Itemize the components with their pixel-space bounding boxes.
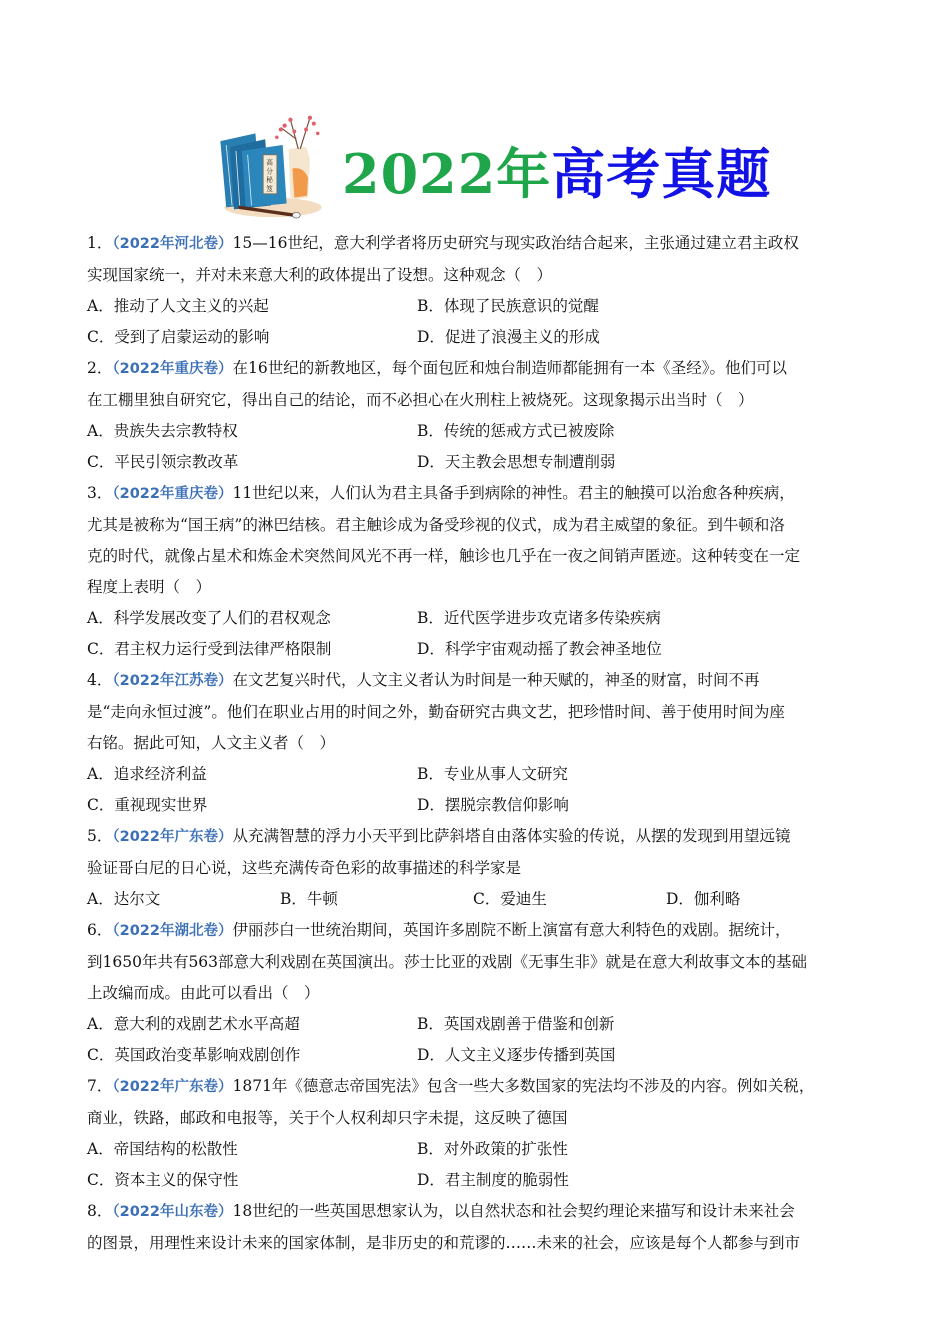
question-number: 1． bbox=[87, 234, 113, 252]
option-c: C．平民引领宗教改革 bbox=[87, 453, 239, 471]
question-5 bbox=[87, 821, 867, 915]
question-source: （2022年山东卷） bbox=[112, 1204, 233, 1220]
question-number: 5． bbox=[87, 827, 113, 845]
question-3 bbox=[87, 478, 867, 665]
option-d: D．摆脱宗教信仰影响 bbox=[417, 796, 569, 814]
question-source: （2022年湖北卷） bbox=[112, 923, 233, 939]
question-stem-line: 是“走向永恒过渡”。他们在职业占用的时间之外，勤奋研究古典文艺，把珍惜时间、善于使用时间为座 bbox=[87, 703, 785, 721]
question-source: （2022年重庆卷） bbox=[112, 486, 233, 502]
question-source: （2022年重庆卷） bbox=[112, 361, 233, 377]
question-list bbox=[87, 228, 867, 1259]
question-stem-line: 1871年《德意志帝国宪法》包含一些大多数国家的宪法均不涉及的内容。例如关税， bbox=[232, 1077, 815, 1095]
question-number: 2． bbox=[87, 359, 113, 377]
option-c: C．爱迪生 bbox=[473, 890, 547, 908]
question-stem-line: 到1650年共有563部意大利戏剧在英国演出。莎士比亚的戏剧《无事生非》就是在意大利故事文本的基础 bbox=[87, 953, 808, 971]
question-8 bbox=[87, 1196, 867, 1259]
question-stem-line: 右铭。据此可知，人文主义者（ ） bbox=[87, 734, 336, 752]
question-number: 4． bbox=[87, 671, 113, 689]
question-stem-line: 克的时代，就像占星术和炼金术突然间风光不再一样，触诊也几乎在一夜之间销声匿迹。这种转变在一定 bbox=[87, 547, 801, 565]
options bbox=[87, 1134, 867, 1196]
question-1 bbox=[87, 228, 867, 353]
option-d: D．人文主义逐步传播到英国 bbox=[417, 1046, 616, 1064]
option-a: A．帝国结构的松散性 bbox=[87, 1140, 238, 1158]
option-a: A．贵族失去宗教特权 bbox=[87, 422, 238, 440]
options bbox=[87, 291, 867, 353]
option-c: C．资本主义的保守性 bbox=[87, 1171, 239, 1189]
option-c: C．君主权力运行受到法律严格限制 bbox=[87, 640, 332, 658]
option-a: A．推动了人文主义的兴起 bbox=[87, 297, 269, 315]
option-b: B．专业从事人文研究 bbox=[417, 765, 568, 783]
question-6 bbox=[87, 915, 867, 1071]
option-b: B．体现了民族意识的觉醒 bbox=[417, 297, 599, 315]
question-stem-line: 伊丽莎白一世统治期间，英国许多剧院不断上演富有意大利特色的戏剧。据统计， bbox=[232, 921, 791, 939]
question-stem-line: 上改编而成。由此可以看出（ ） bbox=[87, 984, 320, 1002]
options bbox=[87, 1009, 867, 1071]
option-a: A．科学发展改变了人们的君权观念 bbox=[87, 609, 331, 627]
option-b: B．对外政策的扩张性 bbox=[417, 1140, 568, 1158]
question-stem-line: 实现国家统一，并对未来意大利的政体提出了设想。这种观念（ ） bbox=[87, 266, 553, 284]
page-header bbox=[212, 110, 772, 225]
question-4 bbox=[87, 665, 867, 821]
question-7 bbox=[87, 1071, 867, 1196]
question-stem-line: 的图景，用理性来设计未来的国家体制，是非历史的和荒谬的……未来的社会，应该是每个人都参与到市 bbox=[87, 1234, 801, 1252]
option-d: D．伽利略 bbox=[666, 890, 741, 908]
options bbox=[87, 416, 867, 478]
question-stem-line: 程度上表明（ ） bbox=[87, 578, 212, 596]
question-stem-line: 18世纪的一些英国思想家认为，以自然状态和社会契约理论来描写和设计未来社会 bbox=[232, 1202, 795, 1220]
books-with-plum-blossom-icon bbox=[212, 110, 330, 222]
question-stem-line: 15—16世纪，意大利学者将历史研究与现实政治结合起来，主张通过建立君主政权 bbox=[232, 234, 799, 252]
option-c: C．受到了启蒙运动的影响 bbox=[87, 328, 270, 346]
question-number: 3． bbox=[87, 484, 113, 502]
option-a: A．意大利的戏剧艺术水平高超 bbox=[87, 1015, 300, 1033]
title-year: 2022年 bbox=[342, 142, 552, 206]
question-source: （2022年河北卷） bbox=[112, 236, 233, 252]
question-source: （2022年江苏卷） bbox=[112, 673, 233, 689]
option-c: C．重视现实世界 bbox=[87, 796, 208, 814]
option-d: D．促进了浪漫主义的形成 bbox=[417, 328, 600, 346]
svg-text:笈: 笈 bbox=[266, 184, 273, 193]
question-stem-line: 商业，铁路，邮政和电报等，关于个人权利却只字未提，这反映了德国 bbox=[87, 1109, 568, 1127]
svg-text:分: 分 bbox=[266, 167, 273, 176]
option-d: D．君主制度的脆弱性 bbox=[417, 1171, 569, 1189]
question-number: 7． bbox=[87, 1077, 113, 1095]
option-b: B．英国戏剧善于借鉴和创新 bbox=[417, 1015, 615, 1033]
question-stem-line: 在16世纪的新教地区，每个面包匠和烛台制造师都能拥有一本《圣经》。他们可以 bbox=[232, 359, 787, 377]
page-title bbox=[342, 144, 771, 204]
option-a: A．达尔文 bbox=[87, 890, 161, 908]
question-2 bbox=[87, 353, 867, 478]
option-b: B．牛顿 bbox=[280, 890, 338, 908]
question-stem-line: 在工棚里独自研究它，得出自己的结论，而不必担心在火刑柱上被烧死。这现象揭示出当时（ ） bbox=[87, 391, 754, 409]
option-a: A．追求经济利益 bbox=[87, 765, 207, 783]
question-stem-line: 从充满智慧的浮力小天平到比萨斜塔自由落体实验的传说，从摆的发现到用望远镜 bbox=[232, 827, 791, 845]
option-b: B．传统的惩戒方式已被废除 bbox=[417, 422, 615, 440]
option-d: D．科学宇宙观动摇了教会神圣地位 bbox=[417, 640, 662, 658]
question-number: 6． bbox=[87, 921, 113, 939]
options bbox=[87, 759, 867, 821]
options bbox=[87, 603, 867, 665]
question-source: （2022年广东卷） bbox=[112, 1079, 233, 1095]
option-b: B．近代医学进步攻克诸多传染疾病 bbox=[417, 609, 661, 627]
svg-text:高: 高 bbox=[266, 158, 273, 167]
question-source: （2022年广东卷） bbox=[112, 829, 233, 845]
question-stem-line: 尤其是被称为“国王病”的淋巴结核。君主触诊成为备受珍视的仪式，成为君主威望的象征。到牛顿和洛 bbox=[87, 516, 785, 534]
title-main: 高考真题 bbox=[551, 142, 772, 206]
option-d: D．天主教会思想专制遭削弱 bbox=[417, 453, 616, 471]
question-number: 8． bbox=[87, 1202, 113, 1220]
question-stem-line: 在文艺复兴时代，人文主义者认为时间是一种天赋的，神圣的财富，时间不再 bbox=[232, 671, 760, 689]
svg-text:秘: 秘 bbox=[266, 176, 273, 185]
question-stem-line: 11世纪以来，人们认为君主具备手到病除的神性。君主的触摸可以治愈各种疾病， bbox=[232, 484, 795, 502]
question-stem-line: 验证哥白尼的日心说，这些充满传奇色彩的故事描述的科学家是 bbox=[87, 859, 522, 877]
options bbox=[87, 884, 867, 915]
option-c: C．英国政治变革影响戏剧创作 bbox=[87, 1046, 301, 1064]
